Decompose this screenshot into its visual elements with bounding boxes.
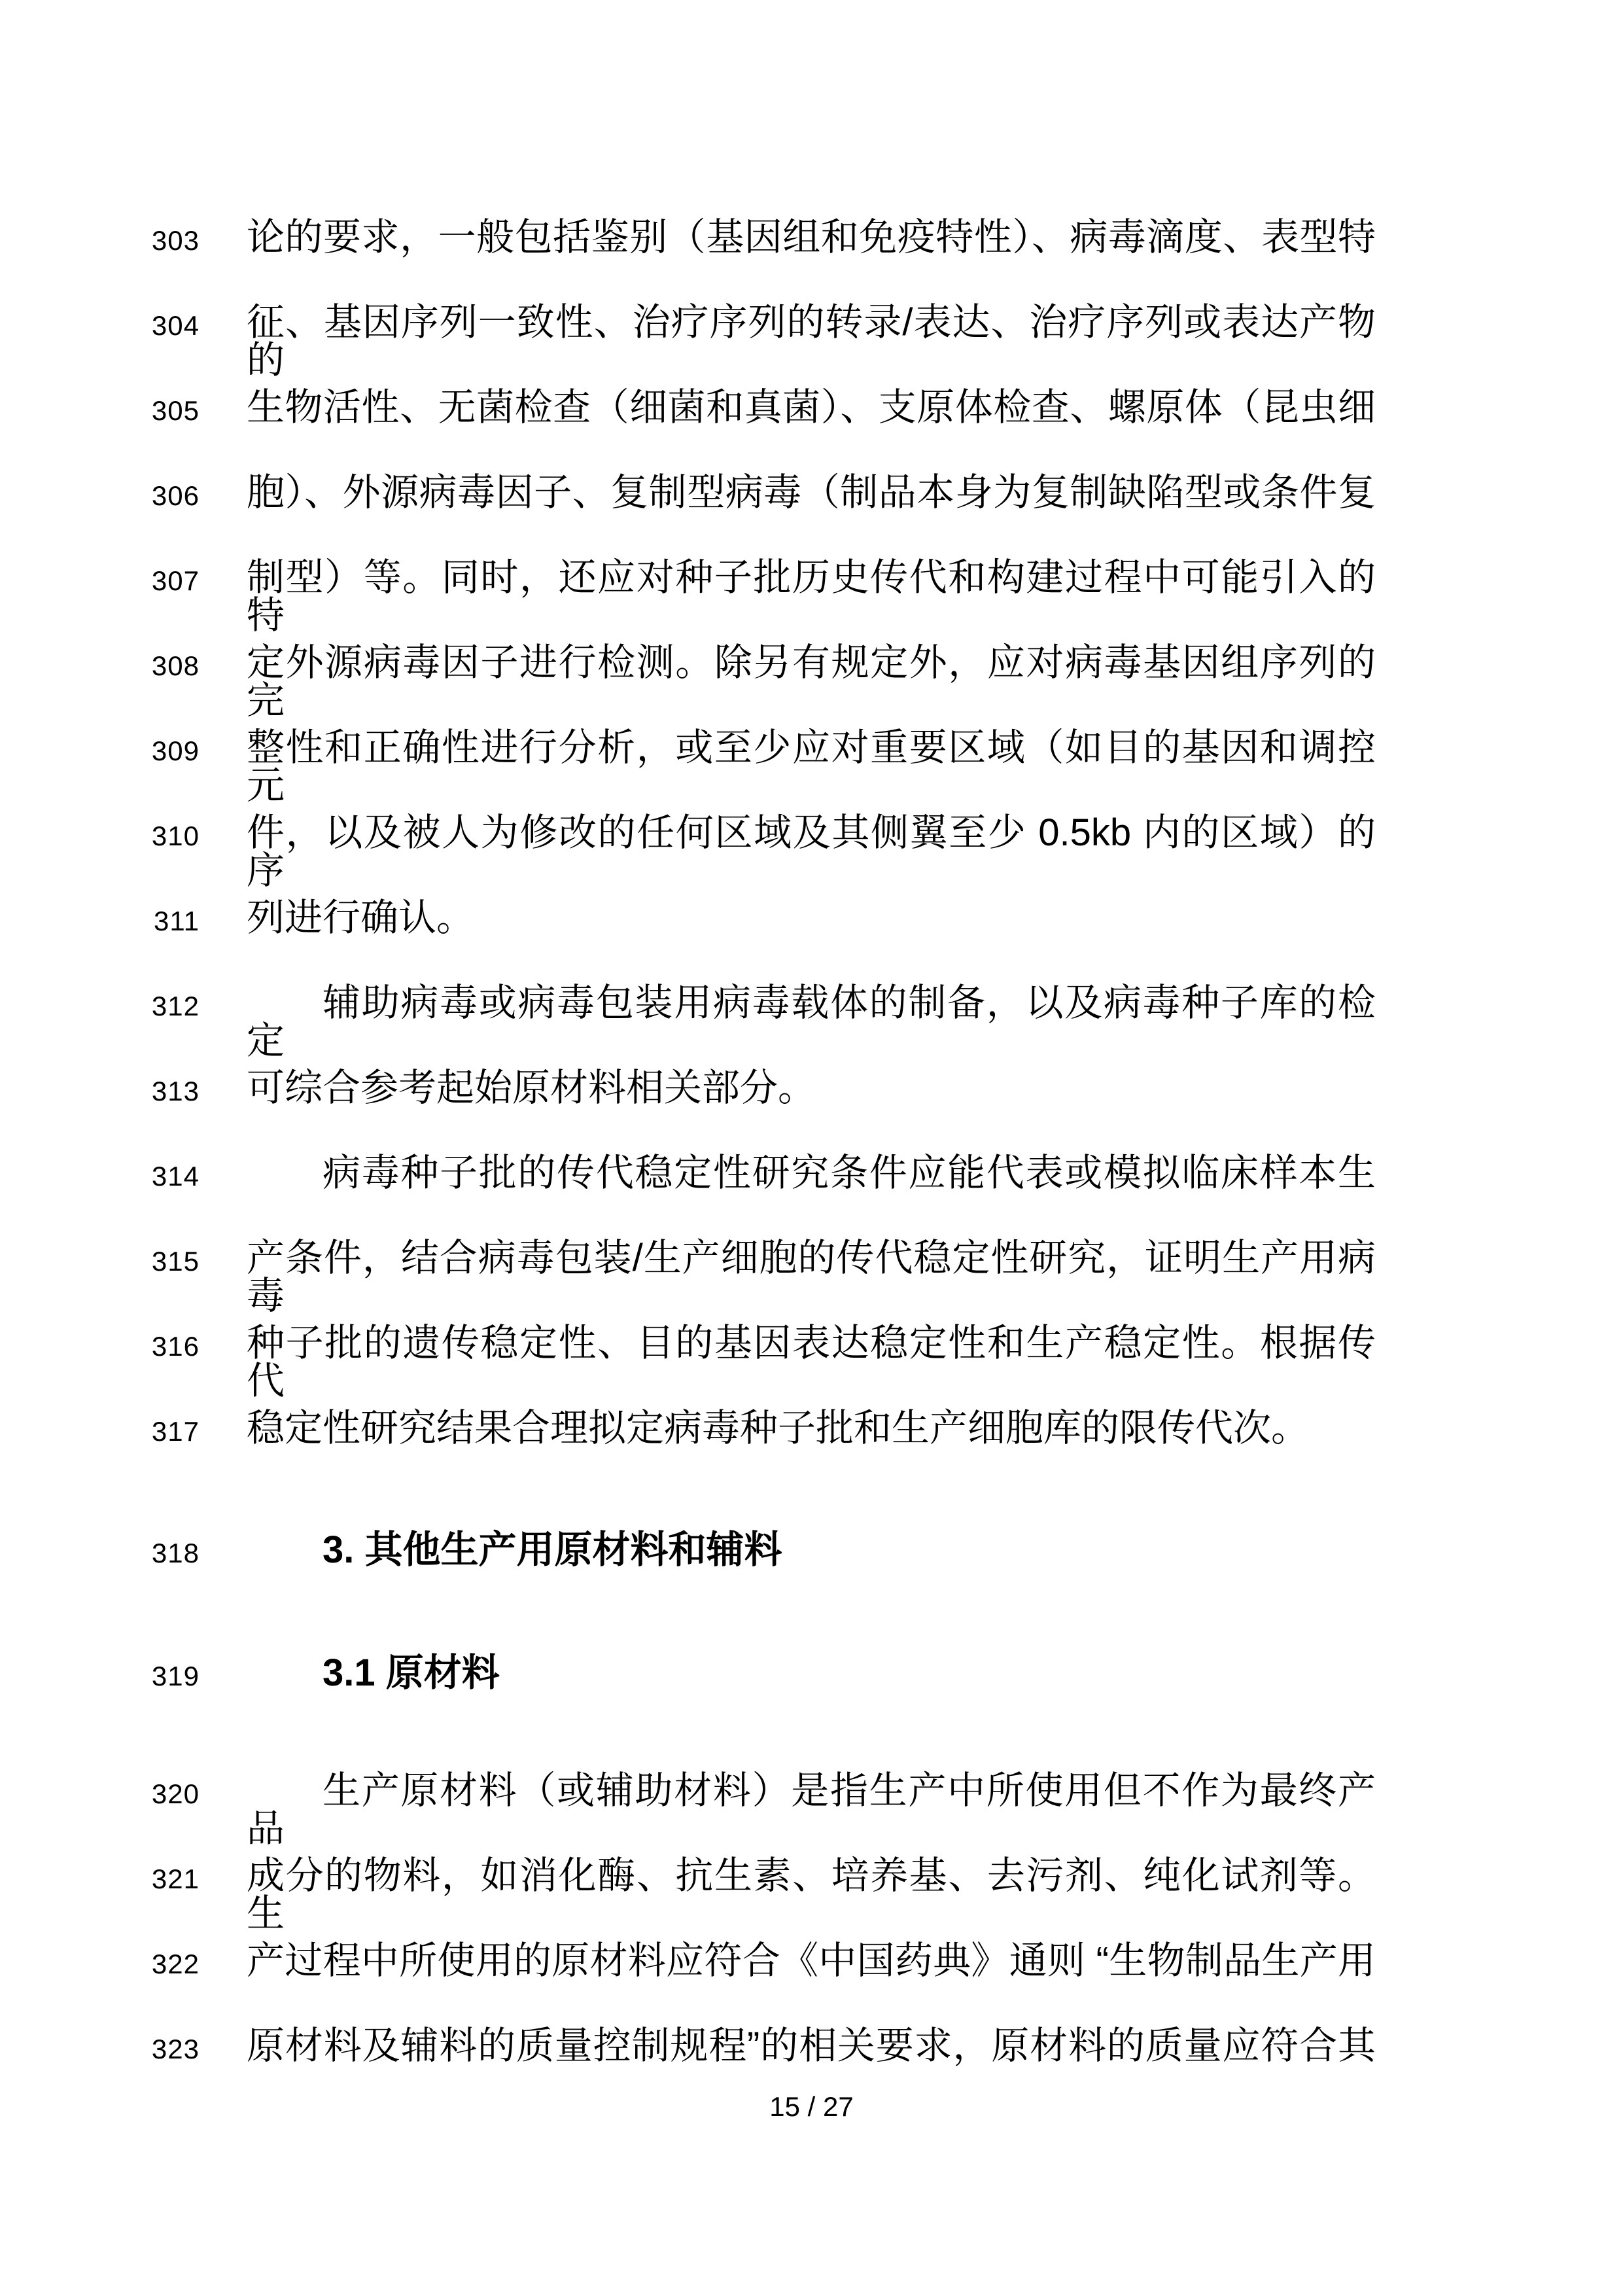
- document-line: [0, 1854, 1623, 1935]
- line-number: 316: [151, 1331, 200, 1362]
- line-text: 病毒种子批的传代稳定性研究条件应能代表或模拟临床样本生: [323, 1152, 1376, 1194]
- line-text: 产过程中所使用的原材料应符合《中国药典》通则 “生物制品生产用: [247, 1939, 1376, 1982]
- document-line: [0, 1154, 1623, 1196]
- document-line: [0, 1237, 1623, 1317]
- line-number: 305: [151, 395, 200, 426]
- line-text: 胞）、外源病毒因子、复制型病毒（制品本身为复制缺陷型或条件复: [247, 471, 1376, 514]
- line-text: 生产原材料（或辅助材料）是指生产中所使用但不作为最终产品: [247, 1769, 1376, 1850]
- line-number: 320: [151, 1778, 200, 1809]
- line-text: 稳定性研究结果合理拟定病毒种子批和生产细胞库的限传代次。: [247, 1407, 1310, 1449]
- line-number: 322: [151, 1949, 200, 1979]
- line-number: 318: [151, 1538, 200, 1568]
- document-line: [0, 811, 1623, 892]
- line-text: 成分的物料，如消化酶、抗生素、培养基、去污剂、纯化试剂等。生: [247, 1854, 1376, 1935]
- line-number: 314: [151, 1161, 200, 1192]
- section-heading: 3.1 原材料: [323, 1651, 500, 1694]
- line-text: 制型）等。同时，还应对种子批历史传代和构建过程中可能引入的特: [247, 556, 1376, 637]
- document-line: [0, 1939, 1623, 1984]
- document-line: [0, 726, 1623, 807]
- document-line: [0, 896, 1623, 941]
- section-heading: 3. 其他生产用原材料和辅料: [323, 1528, 782, 1571]
- line-text: 整性和正确性进行分析，或至少应对重要区域（如目的基因和调控元: [247, 726, 1376, 807]
- line-number: 315: [151, 1246, 200, 1277]
- document-line: [0, 2024, 1623, 2069]
- line-number: 312: [151, 991, 200, 1021]
- line-text: 可综合参考起始原材料相关部分。: [247, 1067, 816, 1109]
- document-line: [0, 641, 1623, 722]
- line-text: 论的要求，一般包括鉴别（基因组和免疫特性）、病毒滴度、表型特: [247, 216, 1376, 258]
- document-line: [0, 1528, 1623, 1573]
- document-line: [0, 1322, 1623, 1402]
- line-number: 304: [151, 310, 200, 341]
- line-number: 303: [151, 225, 200, 256]
- line-text: 征、基因序列一致性、治疗序列的转录/表达、治疗序列或表达产物的: [247, 301, 1376, 381]
- line-number: 323: [151, 2034, 200, 2064]
- line-number: 306: [151, 480, 200, 511]
- line-text: 辅助病毒或病毒包装用病毒载体的制备，以及病毒种子库的检定: [247, 981, 1376, 1062]
- document-line: [0, 471, 1623, 516]
- document-line: [0, 556, 1623, 637]
- line-number: 307: [151, 565, 200, 596]
- document-line: [0, 1069, 1623, 1111]
- line-text: 定外源病毒因子进行检测。除另有规定外，应对病毒基因组序列的完: [247, 641, 1376, 722]
- line-number: 311: [154, 906, 200, 936]
- line-number: 317: [151, 1416, 200, 1447]
- document-line: [0, 1769, 1623, 1850]
- line-text: 件，以及被人为修改的任何区域及其侧翼至少 0.5kb 内的区域）的序: [247, 811, 1376, 892]
- document-line: [0, 386, 1623, 431]
- document-line: [0, 216, 1623, 260]
- line-text: 原材料及辅料的质量控制规程”的相关要求，原材料的质量应符合其: [247, 2024, 1376, 2067]
- line-text: 列进行确认。: [247, 896, 475, 939]
- line-text: 种子批的遗传稳定性、目的基因表达稳定性和生产稳定性。根据传代: [247, 1322, 1376, 1402]
- document-line: [0, 981, 1623, 1062]
- document-line: [0, 1409, 1623, 1451]
- line-number: 310: [151, 821, 200, 851]
- line-number: 313: [151, 1076, 200, 1106]
- line-number: 309: [151, 735, 200, 766]
- line-number: 321: [151, 1863, 200, 1894]
- document-line: [0, 1651, 1623, 1696]
- line-text: 生物活性、无菌检查（细菌和真菌）、支原体检查、螺原体（昆虫细: [247, 386, 1376, 429]
- document-line: [0, 301, 1623, 381]
- line-text: 产条件，结合病毒包装/生产细胞的传代稳定性研究，证明生产用病毒: [247, 1237, 1376, 1317]
- page-number: 15 / 27: [769, 2091, 854, 2122]
- line-number: 308: [151, 650, 200, 681]
- line-number: 319: [151, 1661, 200, 1691]
